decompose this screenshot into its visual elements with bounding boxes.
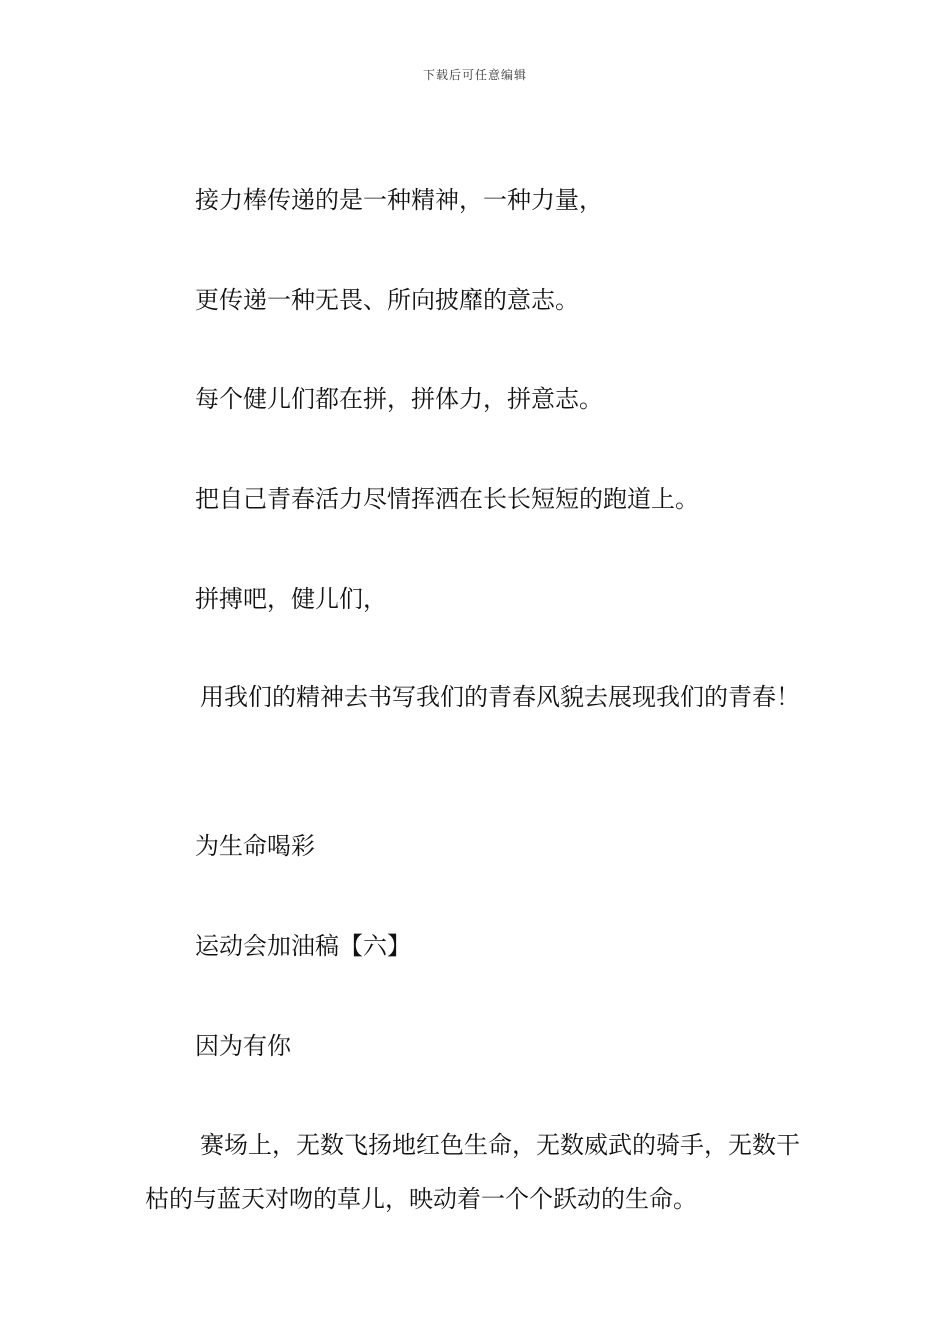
page-header-note: 下载后可任意编辑 xyxy=(422,68,527,82)
text-line: 每个健儿们都在拼，拼体力，拼意志。 xyxy=(195,385,603,413)
poem-title: 因为有你 xyxy=(195,1032,291,1060)
poem-title: 为生命喝彩 xyxy=(195,832,315,860)
text-line: 把自己青春活力尽情挥洒在长长短短的跑道上。 xyxy=(195,485,699,513)
text-line: 更传递一种无畏、所向披靡的意志。 xyxy=(195,286,579,314)
text-line: 接力棒传递的是一种精神，一种力量， xyxy=(195,186,603,214)
text-line: 拼搏吧，健儿们， xyxy=(195,585,387,613)
section-heading: 运动会加油稿【六】 xyxy=(195,932,411,960)
paragraph-field: 赛场上，无数飞扬地红色生命，无数威武的骑手，无数干枯的与蓝天对吻的草儿，映动着一个个跃动的生命。 xyxy=(145,1131,800,1213)
paragraph-youth: 用我们的精神去书写我们的青春风貌去展现我们的青春！ xyxy=(200,683,800,711)
